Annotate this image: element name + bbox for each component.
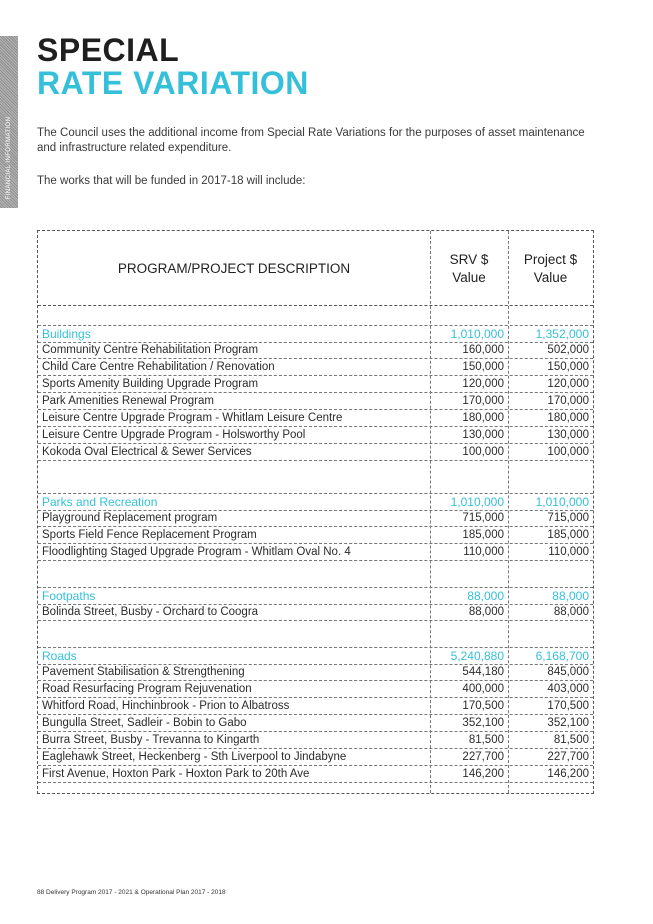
category-row xyxy=(38,647,593,665)
side-tab-label: FINANCIAL INFORMATION xyxy=(6,116,12,200)
table-row xyxy=(38,527,593,544)
header-project-line2: Value xyxy=(533,270,568,285)
table-row xyxy=(38,604,593,621)
row-description: Child Care Centre Rehabilitation / Renovation xyxy=(42,361,275,373)
category-project-total: 88,000 xyxy=(552,589,589,603)
row-description: Sports Amenity Building Upgrade Program xyxy=(42,378,259,390)
category-row xyxy=(38,493,593,511)
table-row xyxy=(38,427,593,444)
category-label: Buildings xyxy=(42,327,91,341)
table-row xyxy=(38,544,593,561)
table-row xyxy=(38,393,593,410)
header-project xyxy=(508,251,593,287)
page-title xyxy=(37,34,309,99)
category-srv-total: 5,240,880 xyxy=(450,649,504,663)
row-srv-value: 160,000 xyxy=(462,344,504,356)
row-project-value: 227,700 xyxy=(547,751,589,763)
table-row xyxy=(38,444,593,461)
row-description: Community Centre Rehabilitation Program xyxy=(42,344,259,356)
row-srv-value: 170,000 xyxy=(462,395,504,407)
category-label: Roads xyxy=(42,649,77,663)
intro-paragraph: The Council uses the additional income from Special Rate Variations for the purposes of asset maintenance and infrastructure related expenditure. xyxy=(37,127,585,154)
table-row xyxy=(38,664,593,681)
row-description: Playground Replacement program xyxy=(42,512,218,524)
row-description: Park Amenities Renewal Program xyxy=(42,395,214,407)
row-description: Floodlighting Staged Upgrade Program - Whitlam Oval No. 4 xyxy=(42,546,351,558)
table-row xyxy=(38,359,593,376)
category-project-total: 6,168,700 xyxy=(535,649,589,663)
intro-line: The works that will be funded in 2017-18 will include: xyxy=(37,175,306,187)
table-row xyxy=(38,732,593,749)
row-project-value: 100,000 xyxy=(547,446,589,458)
table-row xyxy=(38,681,593,698)
category-srv-total: 1,010,000 xyxy=(450,495,504,509)
row-description: Bungulla Street, Sadleir - Bobin to Gabo xyxy=(42,717,247,729)
category-row xyxy=(38,325,593,343)
row-srv-value: 146,200 xyxy=(462,768,504,780)
row-description: Pavement Stabilisation & Strengthening xyxy=(42,666,245,678)
table-row xyxy=(38,410,593,427)
row-srv-value: 715,000 xyxy=(462,512,504,524)
row-srv-value: 88,000 xyxy=(468,606,504,618)
header-description: PROGRAM/PROJECT DESCRIPTION xyxy=(117,261,351,276)
row-srv-value: 400,000 xyxy=(462,683,504,695)
page-footer: 88 Delivery Program 2017 - 2021 & Operational Plan 2017 - 2018 xyxy=(37,889,226,896)
row-project-value: 715,000 xyxy=(547,512,589,524)
row-srv-value: 170,500 xyxy=(462,700,504,712)
table-row xyxy=(38,766,593,783)
header-srv-line1: SRV $ xyxy=(449,252,489,267)
table-row xyxy=(38,510,593,527)
row-description: Burra Street, Busby - Trevanna to Kingarth xyxy=(42,734,260,746)
header-srv xyxy=(430,251,508,287)
row-description: First Avenue, Hoxton Park - Hoxton Park to 20th Ave xyxy=(42,768,310,780)
row-srv-value: 227,700 xyxy=(462,751,504,763)
row-project-value: 845,000 xyxy=(547,666,589,678)
row-project-value: 110,000 xyxy=(548,546,589,558)
row-description: Bolinda Street, Busby - Orchard to Coogra xyxy=(42,606,259,618)
table-row xyxy=(38,698,593,715)
header-srv-line2: Value xyxy=(452,270,486,285)
table-row xyxy=(38,342,593,359)
side-tab xyxy=(0,36,18,208)
row-project-value: 403,000 xyxy=(547,683,589,695)
row-project-value: 352,100 xyxy=(547,717,589,729)
table-row xyxy=(38,376,593,393)
row-project-value: 150,000 xyxy=(547,361,589,373)
row-srv-value: 130,000 xyxy=(462,429,504,441)
title-line-2: RATE VARIATION xyxy=(37,65,309,101)
row-srv-value: 120,000 xyxy=(462,378,504,390)
row-srv-value: 110,000 xyxy=(463,546,504,558)
row-project-value: 146,200 xyxy=(547,768,589,780)
row-project-value: 185,000 xyxy=(547,529,589,541)
row-srv-value: 352,100 xyxy=(462,717,504,729)
row-description: Sports Field Fence Replacement Program xyxy=(42,529,257,541)
category-label: Parks and Recreation xyxy=(42,495,158,509)
row-srv-value: 150,000 xyxy=(462,361,504,373)
row-project-value: 81,500 xyxy=(553,734,589,746)
row-project-value: 180,000 xyxy=(547,412,589,424)
table-row xyxy=(38,715,593,732)
row-description: Road Resurfacing Program Rejuvenation xyxy=(42,683,252,695)
row-description: Eaglehawk Street, Heckenberg - Sth Liverpool to Jindabyne xyxy=(42,751,347,763)
row-project-value: 130,000 xyxy=(547,429,589,441)
row-project-value: 502,000 xyxy=(547,344,589,356)
row-srv-value: 180,000 xyxy=(462,412,504,424)
row-srv-value: 185,000 xyxy=(462,529,504,541)
title-line-1: SPECIAL xyxy=(37,32,180,68)
header-project-line1: Project $ xyxy=(523,252,578,267)
table-row xyxy=(38,749,593,766)
category-row xyxy=(38,587,593,605)
row-description: Leisure Centre Upgrade Program - Whitlam Leisure Centre xyxy=(42,412,343,424)
category-label: Footpaths xyxy=(42,589,96,603)
row-description: Whitford Road, Hinchinbrook - Prion to Albatross xyxy=(42,700,290,712)
row-project-value: 120,000 xyxy=(547,378,589,390)
category-srv-total: 88,000 xyxy=(467,589,504,603)
row-description: Leisure Centre Upgrade Program - Holsworthy Pool xyxy=(42,429,306,441)
row-project-value: 170,000 xyxy=(547,395,589,407)
row-project-value: 170,500 xyxy=(547,700,589,712)
category-project-total: 1,352,000 xyxy=(535,327,589,341)
row-srv-value: 81,500 xyxy=(468,734,504,746)
row-srv-value: 544,180 xyxy=(462,666,504,678)
table-header xyxy=(38,231,593,306)
category-srv-total: 1,010,000 xyxy=(450,327,504,341)
row-project-value: 88,000 xyxy=(553,606,589,618)
category-project-total: 1,010,000 xyxy=(535,495,589,509)
row-srv-value: 100,000 xyxy=(462,446,504,458)
row-description: Kokoda Oval Electrical & Sewer Services xyxy=(42,446,252,458)
srv-table xyxy=(37,230,594,794)
